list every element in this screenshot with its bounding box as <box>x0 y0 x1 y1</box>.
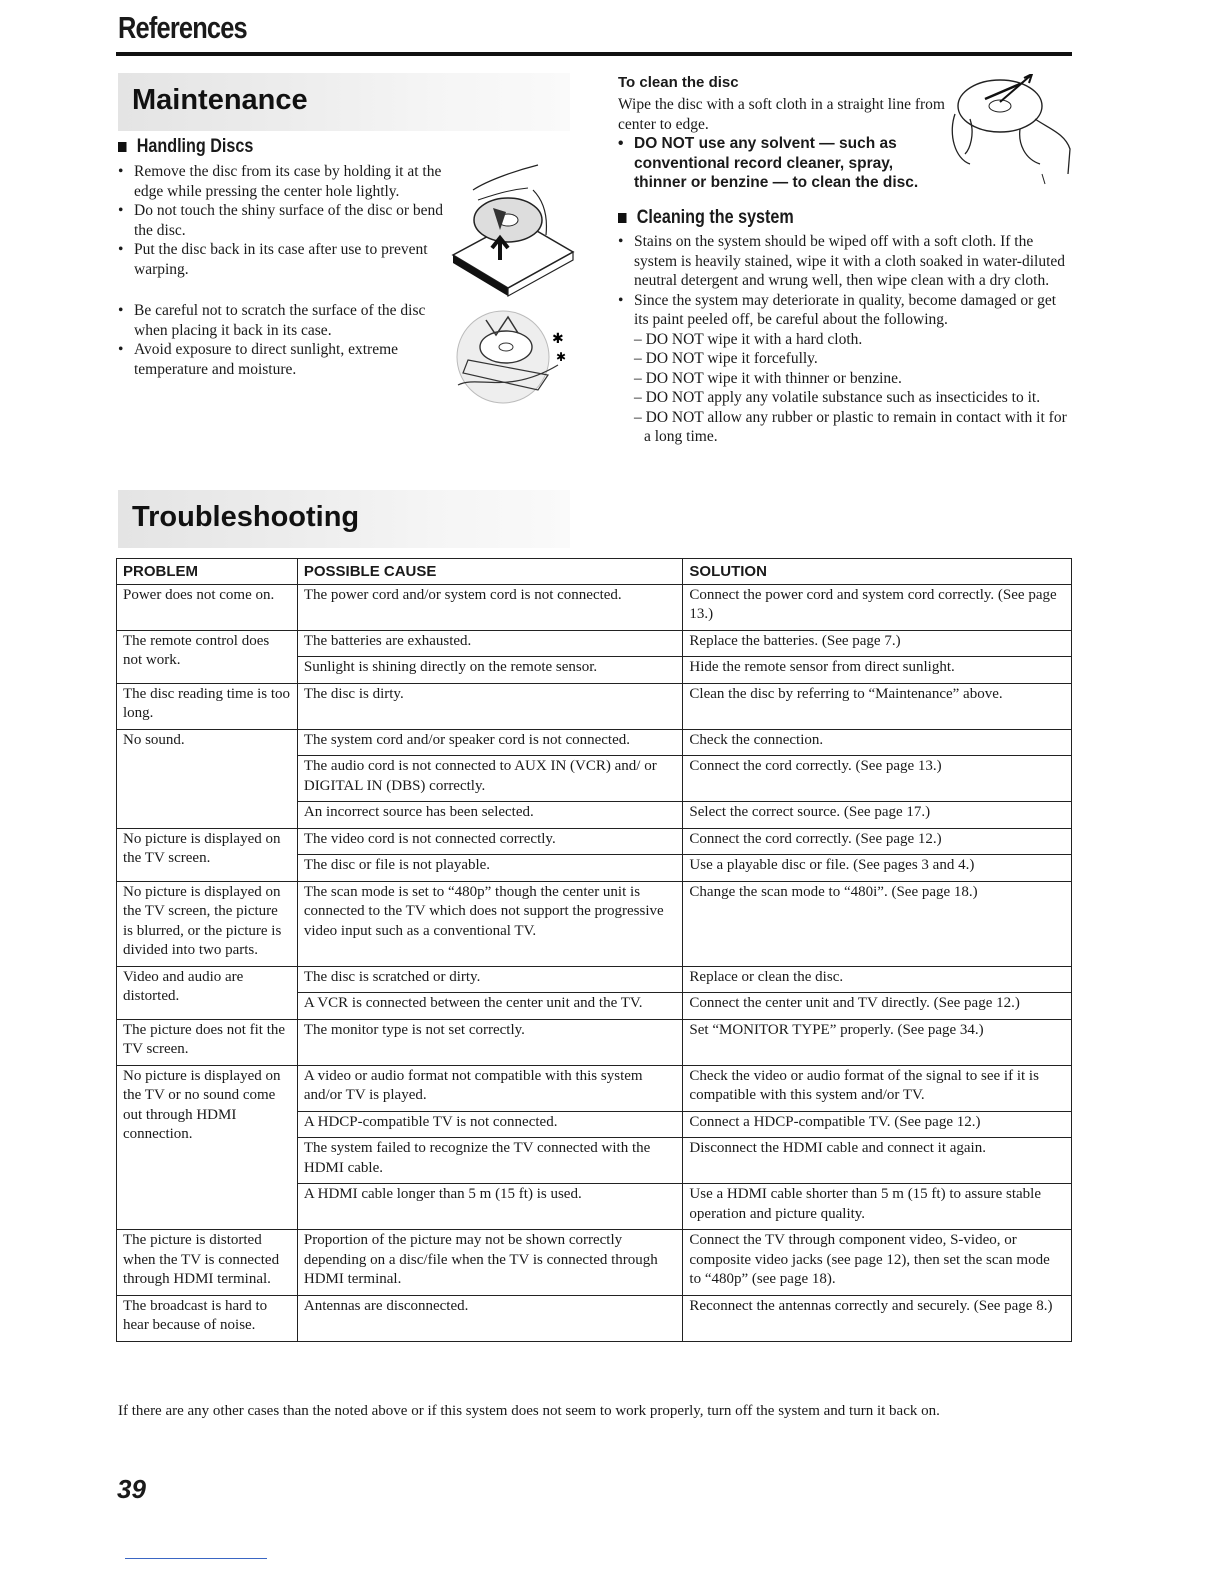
table-row <box>117 584 1072 630</box>
solution-cell: Check the video or audio format of the signal to see if it is compatible with this system and/or TV. <box>683 1065 1072 1111</box>
dash-item: – DO NOT wipe it forcefully. <box>634 350 818 367</box>
header-rule <box>116 52 1072 56</box>
cause-cell: The batteries are exhausted. <box>297 630 683 657</box>
handling-discs-heading: Handling Discs <box>118 136 253 158</box>
problem-cell: No picture is displayed on the TV screen. <box>117 828 298 881</box>
solution-cell: Connect the cord correctly. (See page 13.) <box>683 756 1072 802</box>
solution-cell: Connect the center unit and TV directly. (See page 12.) <box>683 993 1072 1020</box>
prohibited-handling-illustration <box>448 305 573 415</box>
list-item-text: • Since the system may deteriorate in quality, become damaged or get its paint peeled off, be careful about the following. <box>634 291 1057 328</box>
clean-disc-text: Wipe the disc with a soft cloth in a straight line from center to edge. <box>618 96 945 133</box>
solution-cell: Connect the power cord and system cord correctly. (See page 13.) <box>683 584 1072 630</box>
bottom-line <box>125 1558 267 1559</box>
list-item: • Do not touch the shiny surface of the disc or bend the disc. <box>118 201 448 240</box>
header-cause: POSSIBLE CAUSE <box>297 559 683 585</box>
cause-cell: The system failed to recognize the TV connected with the HDMI cable. <box>297 1138 683 1184</box>
cause-cell: The video cord is not connected correctly. <box>297 828 683 855</box>
cause-cell: The scan mode is set to “480p” though the center unit is connected to the TV which does not support the progressive video input such as a conventional TV. <box>297 881 683 966</box>
cause-cell: A VCR is connected between the center unit and the TV. <box>297 993 683 1020</box>
table-row <box>117 1065 1072 1111</box>
solution-cell: Use a playable disc or file. (See pages 3 and 4.) <box>683 855 1072 882</box>
list-item: • Stains on the system should be wiped off with a soft cloth. If the system is heavily stained, wipe it with a cloth soaked in water-diluted neutral detergent and wrung well, then wipe clean with a dry cloth. <box>618 232 1072 291</box>
problem-cell: No picture is displayed on the TV or no sound come out through HDMI connection. <box>117 1065 298 1230</box>
problem-cell: Video and audio are distorted. <box>117 966 298 1019</box>
list-item: • Put the disc back in its case after use to prevent warping. <box>118 240 448 279</box>
page-number: 39 <box>117 1474 146 1504</box>
cause-cell: The power cord and/or system cord is not connected. <box>297 584 683 630</box>
table-row <box>117 683 1072 729</box>
table-row <box>117 1295 1072 1341</box>
cause-cell: A HDCP-compatible TV is not connected. <box>297 1111 683 1138</box>
wiping-disc-illustration <box>940 74 1075 189</box>
cause-cell: The disc is scratched or dirty. <box>297 966 683 993</box>
troubleshooting-table-body <box>117 584 1072 1341</box>
table-header-row <box>117 559 1072 585</box>
problem-cell: The broadcast is hard to hear because of noise. <box>117 1295 298 1341</box>
problem-cell: The remote control does not work. <box>117 630 298 683</box>
header-problem: PROBLEM <box>117 559 298 585</box>
list-item: • Be careful not to scratch the surface of the disc when placing it back in its case. <box>118 301 448 340</box>
svg-text:✱: ✱ <box>556 350 567 364</box>
table-row <box>117 881 1072 966</box>
table-row <box>117 1019 1072 1065</box>
solution-cell: Connect a HDCP-compatible TV. (See page 12.) <box>683 1111 1072 1138</box>
list-item: • Avoid exposure to direct sunlight, extreme temperature and moisture. <box>118 340 448 379</box>
cleaning-system-list <box>618 232 1072 447</box>
problem-cell: No sound. <box>117 729 298 828</box>
problem-cell: Power does not come on. <box>117 584 298 630</box>
square-bullet-icon <box>618 213 627 223</box>
square-bullet-icon <box>118 142 127 152</box>
solution-cell: Connect the cord correctly. (See page 12.) <box>683 828 1072 855</box>
table-row <box>117 1230 1072 1296</box>
list-item: • Remove the disc from its case by holding it at the edge while pressing the center hole lightly. <box>118 162 448 201</box>
table-row <box>117 630 1072 657</box>
dash-item: – DO NOT apply any volatile substance such as insecticides to it. <box>634 389 1041 406</box>
solution-cell: Disconnect the HDMI cable and connect it again. <box>683 1138 1072 1184</box>
solution-cell: Change the scan mode to “480i”. (See page 18.) <box>683 881 1072 966</box>
cause-cell: Sunlight is shining directly on the remote sensor. <box>297 657 683 684</box>
troubleshooting-title: Troubleshooting <box>132 501 360 533</box>
cause-cell: An incorrect source has been selected. <box>297 802 683 829</box>
problem-cell: The disc reading time is too long. <box>117 683 298 729</box>
cause-cell: A video or audio format not compatible with this system and/or TV is played. <box>297 1065 683 1111</box>
clean-disc-warning: • DO NOT use any solvent — such as conventional record cleaner, spray, thinner or benzine — to clean the disc. <box>618 134 938 193</box>
solution-cell: Replace or clean the disc. <box>683 966 1072 993</box>
solution-cell: Connect the TV through component video, S-video, or composite video jacks (see page 12), then set the scan mode to “480p” (see page 18). <box>683 1230 1072 1296</box>
troubleshooting-footnote: If there are any other cases than the noted above or if this system does not seem to work properly, turn off the system and turn it back on. <box>118 1403 940 1419</box>
troubleshooting-table <box>116 558 1072 1342</box>
clean-disc-heading: To clean the disc <box>618 74 739 91</box>
cause-cell: A HDMI cable longer than 5 m (15 ft) is used. <box>297 1184 683 1230</box>
solution-cell: Clean the disc by referring to “Maintenance” above. <box>683 683 1072 729</box>
list-item <box>618 291 1072 447</box>
dash-item: – DO NOT allow any rubber or plastic to remain in contact with it for a long time. <box>634 408 1067 445</box>
svg-text:✱: ✱ <box>552 331 564 347</box>
cause-cell: The disc is dirty. <box>297 683 683 729</box>
cleaning-system-heading: Cleaning the system <box>618 207 794 229</box>
cause-cell: Proportion of the picture may not be shown correctly depending on a disc/file when the TV is connected through HDMI terminal. <box>297 1230 683 1296</box>
problem-cell: The picture does not fit the TV screen. <box>117 1019 298 1065</box>
solution-cell: Set “MONITOR TYPE” properly. (See page 34.) <box>683 1019 1072 1065</box>
dash-item: – DO NOT wipe it with a hard cloth. <box>634 330 863 348</box>
section-header-title: References <box>118 10 247 45</box>
dash-item: – DO NOT wipe it with thinner or benzine. <box>634 369 902 387</box>
cause-cell: The system cord and/or speaker cord is not connected. <box>297 729 683 756</box>
cause-cell: The audio cord is not connected to AUX IN (VCR) and/ or DIGITAL IN (DBS) correctly. <box>297 756 683 802</box>
clean-disc-warning-list <box>618 134 938 193</box>
disc-case-illustration <box>448 160 578 305</box>
table-row <box>117 828 1072 855</box>
solution-cell: Select the correct source. (See page 17.) <box>683 802 1072 829</box>
table-row <box>117 966 1072 993</box>
table-row <box>117 729 1072 756</box>
problem-cell: The picture is distorted when the TV is connected through HDMI terminal. <box>117 1230 298 1296</box>
cause-cell: Antennas are disconnected. <box>297 1295 683 1341</box>
cause-cell: The disc or file is not playable. <box>297 855 683 882</box>
header-solution: SOLUTION <box>683 559 1072 585</box>
maintenance-title: Maintenance <box>132 84 308 116</box>
solution-cell: Hide the remote sensor from direct sunlight. <box>683 657 1072 684</box>
solution-cell: Replace the batteries. (See page 7.) <box>683 630 1072 657</box>
handling-discs-list <box>118 162 448 379</box>
cause-cell: The monitor type is not set correctly. <box>297 1019 683 1065</box>
solution-cell: Use a HDMI cable shorter than 5 m (15 ft) to assure stable operation and picture quality. <box>683 1184 1072 1230</box>
solution-cell: Reconnect the antennas correctly and securely. (See page 8.) <box>683 1295 1072 1341</box>
problem-cell: No picture is displayed on the TV screen, the picture is blurred, or the picture is divided into two parts. <box>117 881 298 966</box>
solution-cell: Check the connection. <box>683 729 1072 756</box>
